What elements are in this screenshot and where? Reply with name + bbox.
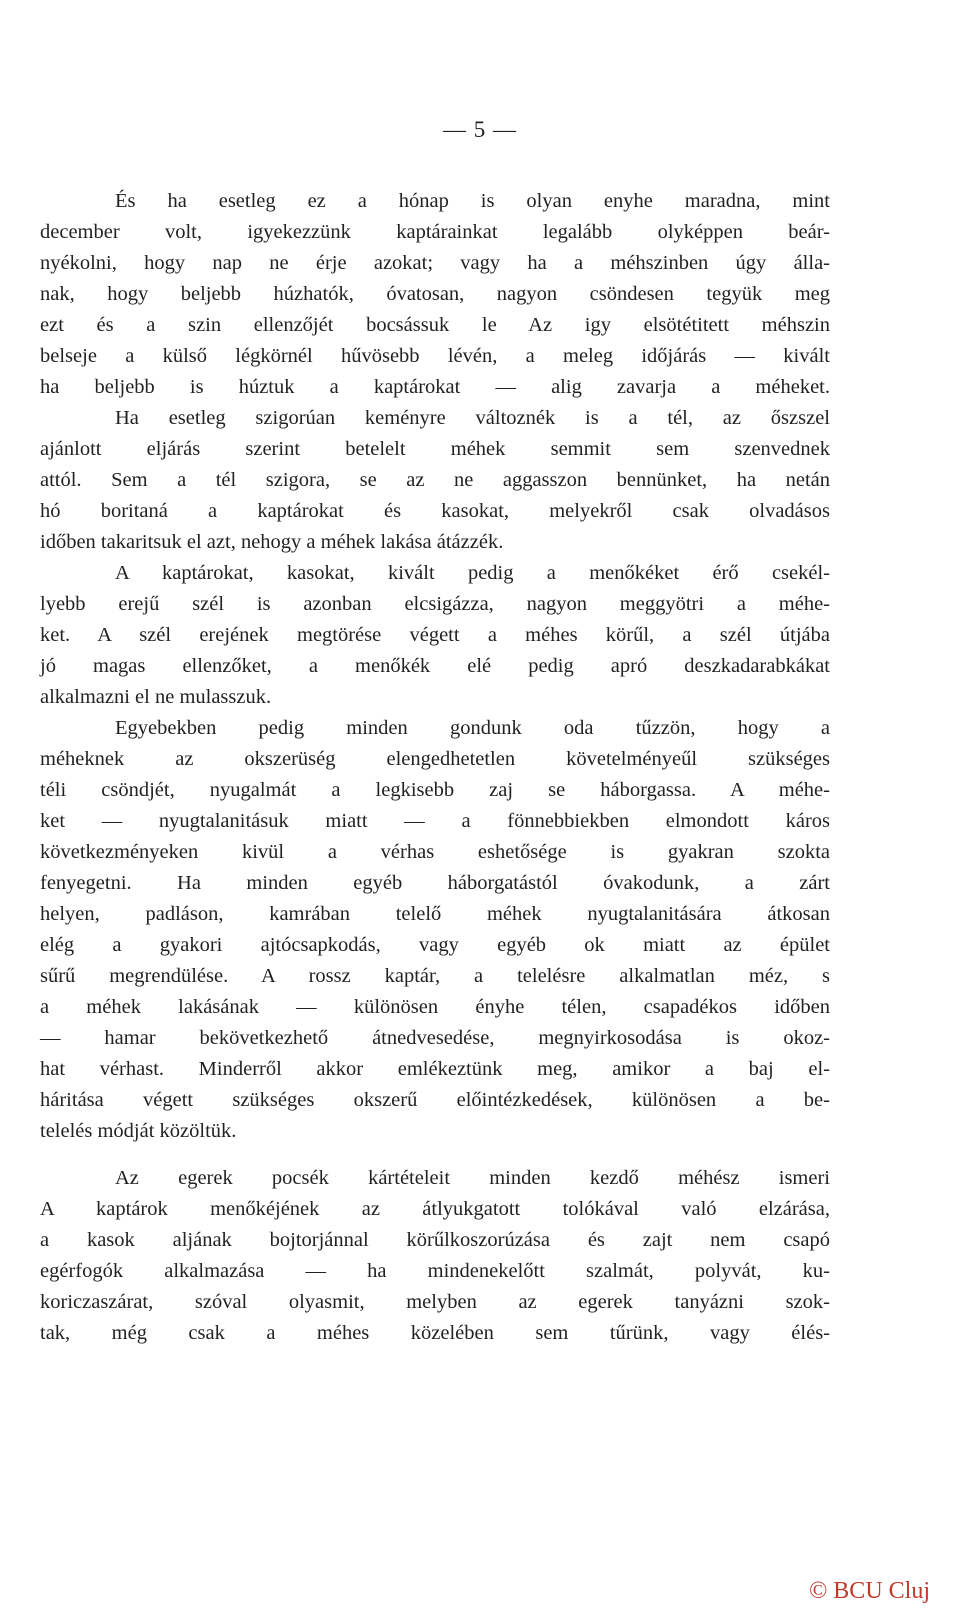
text-line: a méhek lakásának — különösen ényhe télen, csapadékos időben — [40, 996, 830, 1018]
text-line: elég a gyakori ajtócsapkodás, vagy egyéb ok miatt az épület — [40, 934, 830, 956]
body-text — [40, 186, 830, 1349]
library-credit: © BCU Cluj — [809, 1578, 930, 1604]
text-line: hat vérhast. Minderről akkor emlékeztünk meg, amikor a baj el- — [40, 1058, 830, 1080]
text-line: következményeken kivül a vérhas eshetősége is gyakran szokta — [40, 841, 830, 863]
text-line: ket. A szél erejének megtörése végett a méhes körűl, a szél útjába — [40, 624, 830, 646]
text-line: koriczaszárat, szóval olyasmit, melyben az egerek tanyázni szok- — [40, 1291, 830, 1313]
text-line: fenyegetni. Ha minden egyéb háborgatástól óvakodunk, a zárt — [40, 872, 830, 894]
text-line: téli csöndjét, nyugalmát a legkisebb zaj se háborgassa. A méhe- — [40, 779, 830, 801]
text-line: lyebb erejű szél is azonban elcsigázza, nagyon meggyötri a méhe- — [40, 593, 830, 615]
text-line: jó magas ellenzőket, a menőkék elé pedig apró deszkadarabkákat — [40, 655, 830, 677]
text-line: A kaptárokat, kasokat, kivált pedig a menőkéket érő csekél- — [115, 562, 830, 584]
text-line: sűrű megrendülése. A rossz kaptár, a telelésre alkalmatlan méz, s — [40, 965, 830, 987]
page-number: — 5 — — [443, 117, 517, 142]
text-line: belseje a külső légkörnél hűvösebb lévén, a meleg időjárás — kivált — [40, 345, 830, 367]
text-line: alkalmazni el ne mulasszuk. — [40, 686, 272, 708]
text-line: A kaptárok menőkéjének az átlyukgatott tolókával való elzárása, — [40, 1198, 830, 1220]
text-line: ket — nyugtalanitásuk miatt — a fönnebbiekben elmondott káros — [40, 810, 830, 832]
text-line: időben takaritsuk el azt, nehogy a méhek lakása átázzék. — [40, 531, 504, 553]
text-line: Az egerek pocsék kártételeit minden kezdő méhész ismeri — [115, 1167, 830, 1189]
text-line: nak, hogy beljebb húzhatók, óvatosan, nagyon csöndesen tegyük meg — [40, 283, 830, 305]
text-line: Egyebekben pedig minden gondunk oda tűzzön, hogy a — [115, 717, 830, 739]
text-line: méheknek az okszerüség elengedhetetlen követelményeűl szükséges — [40, 748, 830, 770]
text-line: Ha esetleg szigorúan keményre változnék is a tél, az őszszel — [115, 407, 830, 429]
text-line: attól. Sem a tél szigora, se az ne aggasszon bennünket, ha netán — [40, 469, 830, 491]
text-line: ajánlott eljárás szerint betelelt méhek semmit sem szenvednek — [40, 438, 830, 460]
text-line: a kasok aljának bojtorjánnal körűlkoszorúzása és zajt nem csapó — [40, 1229, 830, 1251]
text-line: helyen, padláson, kamrában telelő méhek nyugtalanitására átkosan — [40, 903, 830, 925]
text-line: ezt és a szin ellenzőjét bocsássuk le Az igy elsötétitett méhszin — [40, 314, 830, 336]
text-line: december volt, igyekezzünk kaptárainkat legalább olyképpen beár- — [40, 221, 830, 243]
text-line: És ha esetleg ez a hónap is olyan enyhe maradna, mint — [115, 190, 830, 212]
text-line: ha beljebb is húztuk a kaptárokat — alig zavarja a méheket. — [40, 376, 830, 398]
text-line: nyékolni, hogy nap ne érje azokat; vagy ha a méhszinben úgy álla- — [40, 252, 830, 274]
text-line: telelés módját közöltük. — [40, 1120, 237, 1142]
text-line: tak, még csak a méhes közelében sem tűrünk, vagy élés- — [40, 1322, 830, 1344]
text-line: egérfogók alkalmazása — ha mindenekelőtt szalmát, polyvát, ku- — [40, 1260, 830, 1282]
text-line: hó boritaná a kaptárokat és kasokat, melyekről csak olvadásos — [40, 500, 830, 522]
text-line: — hamar bekövetkezhető átnedvesedése, megnyirkosodása is okoz- — [40, 1027, 830, 1049]
text-line: háritása végett szükséges okszerű előintézkedések, különösen a be- — [40, 1089, 830, 1111]
